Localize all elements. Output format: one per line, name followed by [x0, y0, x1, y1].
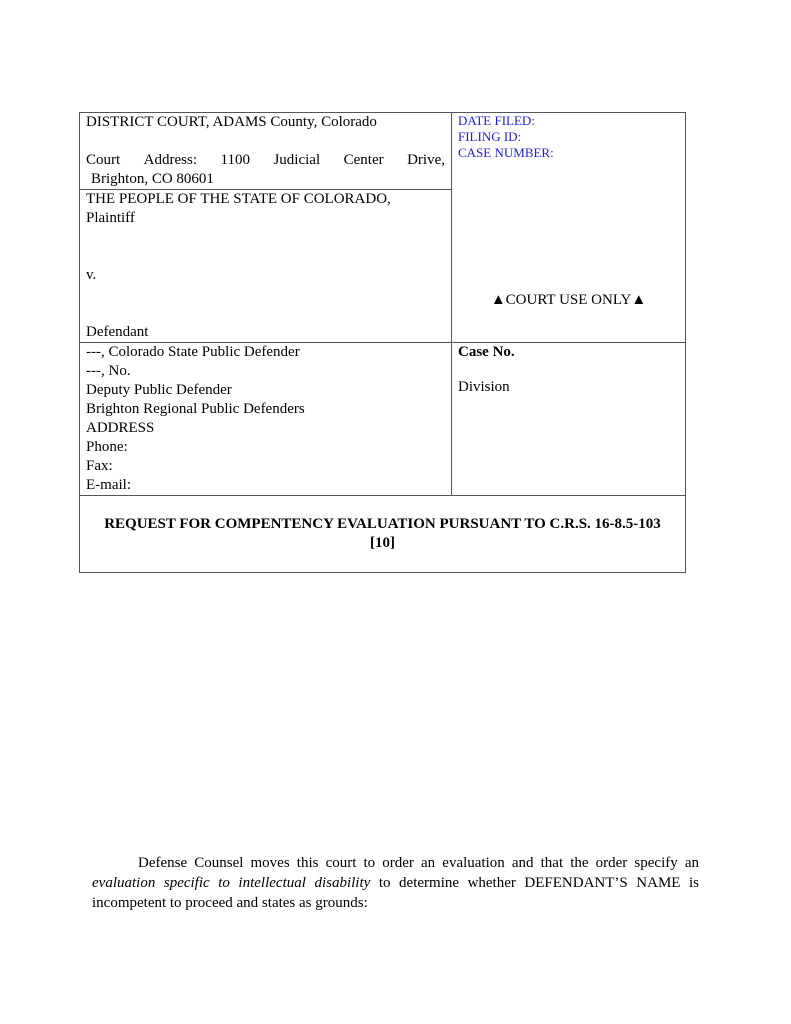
- body-text-italic: evaluation specific to intellectual disability: [92, 875, 371, 891]
- defendant-label: Defendant: [86, 324, 149, 340]
- attorney-line: Fax:: [86, 458, 113, 474]
- plaintiff-name: THE PEOPLE OF THE STATE OF COLORADO,: [86, 191, 391, 207]
- attorney-cell: [80, 343, 452, 496]
- attorney-line: Deputy Public Defender: [86, 382, 232, 398]
- attorney-line: ---, Colorado State Public Defender: [86, 344, 300, 360]
- court-address-word: Address:: [143, 152, 197, 168]
- attorney-row: [80, 343, 686, 496]
- court-use-only: ▲COURT USE ONLY▲: [490, 292, 647, 308]
- filing-id-label: FILING ID:: [458, 129, 522, 144]
- court-name: DISTRICT COURT, ADAMS County, Colorado: [86, 114, 377, 130]
- document-title: [80, 496, 686, 573]
- case-info-cell: [452, 343, 686, 496]
- court-address-line1: [86, 151, 445, 170]
- attorney-line: E-mail:: [86, 477, 131, 493]
- document-title-line1: REQUEST FOR COMPENTENCY EVALUATION PURSUANT TO C.R.S. 16-8.5-103: [104, 516, 661, 532]
- filing-info-cell: [452, 113, 686, 343]
- document-title-line2: [10]: [370, 535, 395, 551]
- body-paragraph: [92, 853, 699, 913]
- caption-table: [79, 112, 686, 573]
- title-row: [80, 496, 686, 573]
- parties-cell: [80, 190, 452, 343]
- court-address-word: Judicial: [273, 152, 321, 168]
- body-text-part2: to determine whether DEFENDANT’S NAME is incompetent to proceed and states as grounds:: [92, 875, 700, 911]
- court-address-word: Center: [343, 152, 384, 168]
- attorney-line: ---, No.: [86, 363, 131, 379]
- plaintiff-label: Plaintiff: [86, 210, 135, 226]
- court-address-word: Court: [86, 152, 121, 168]
- division-label: Division: [458, 379, 510, 395]
- attorney-line: ADDRESS: [86, 420, 155, 436]
- case-number-label: CASE NUMBER:: [458, 145, 554, 160]
- date-filed-label: DATE FILED:: [458, 113, 535, 128]
- court-address-word: Drive,: [407, 152, 445, 168]
- versus: v.: [86, 267, 97, 283]
- court-address-line2: Brighton, CO 80601: [91, 171, 214, 187]
- court-row: [80, 113, 686, 190]
- court-cell: [80, 113, 452, 190]
- case-no-label: Case No.: [458, 344, 515, 360]
- body-text-part1: Defense Counsel moves this court to order an evaluation and that the order specify an: [138, 855, 699, 871]
- attorney-line: Phone:: [86, 439, 128, 455]
- attorney-line: Brighton Regional Public Defenders: [86, 401, 305, 417]
- court-address-word: 1100: [220, 152, 250, 168]
